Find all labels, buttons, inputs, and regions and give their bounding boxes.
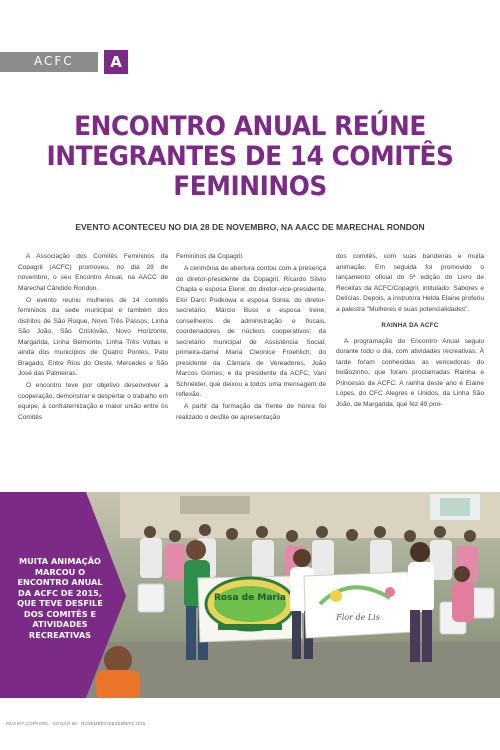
paragraph: A cerimônia de abertura contou com a presença do diretor-presidente da Copagril, Ricardo Sílvio Chapla e esposa Elenir, do diretor-vice-presidente, Elói Darci Podkowa e esposa Sonia; do diretor-secretário, Márcio Buss e esposa Irene; conselheiros de administração e fiscais, coordenadores de núcleos cooperativos; da secretário municipal de Assistência Social, primeira-dama Maria Cleonice Froehlich; do presidente da Câmara de Vereadores, João Marcos Gomes; e da presidente da ACFC, Vani Schneider, que deixou a todos uma mensagem de reflexão. (176, 265, 326, 398)
banner-right-text: Flor de Lis (336, 613, 380, 622)
paragraph: Femininos da Copagril. (176, 253, 244, 260)
paragraph: dos comitês, com suas bandeiras e muita animação. Em seguida foi promovido o lançamento oficial do 5ª edição do Livro de Receitas da ACFC/Copagril, intitulado: Sabores e Delícias. Depois, a instrutora Helda Elaine proferiu a palestra "Mulheres e suas potencialidades". (336, 253, 484, 313)
paragraph: A partir da formação da frente de honra foi realizado o desfile de apresentação (176, 403, 326, 421)
body-column-2 (176, 252, 326, 425)
headline-line-2: INTEGRANTES DE 14 COMITÊS (46, 141, 454, 172)
section-subhead: RAINHA DA ACFC (381, 322, 439, 329)
body-column-1 (18, 252, 168, 425)
banner-left-text: Rosa de Maria (214, 593, 286, 603)
paragraph: A programação do Encontro Anual seguiu durante todo o dia, com atividades recreativas. À tarde foram conhecidas as vencedoras do bolãozinho, que foram proclamadas Rainha e Princesas da ACFC. A rainha deste ano é Elaine Lopes, do CFC Alegres e Unidos, da Linha São João, de Margarida, que fez 49 pon- (336, 337, 484, 408)
body-column-3 (336, 252, 484, 412)
paragraph: O evento reuniu mulheres de 14 comitês femininos da sede municipal e também dos distritos de São Roque, Novo Três Passos, Linha São João, São Cristóvão, Novo Horizonte, Margarida, Linha Belmonte, Linha Três Voltas e ainda dos municípios de Quatro Pontes, Pato Bragado, Entre Rios do Oeste, Mercedes e São José das Palmeiras. (18, 296, 168, 377)
section-badge: A (104, 50, 128, 74)
page-footer: REVISTA COPAGRIL - EDIÇÃO 89 - NOVEMBRO/DEZEMBRO 2015 (6, 721, 146, 726)
paragraph: O encontro teve por objetivo desenvolver a cooperação, demonstrar e despertar o trabalho em equipe, a confraternização e maior união entre os Comitês (18, 382, 168, 421)
paragraph: A Associação dos Comitês Femininos da Copagril (ACFC) promoveu, no dia 28 de novembro, o seu Encontro Anual, na AACC de Marechal Cândido Rondon. (18, 253, 168, 292)
headline-line-3: FEMININOS (173, 171, 327, 202)
section-label: ACFC (34, 54, 74, 68)
photo-caption: MUITA ANIMAÇÃO MARCOU O ENCONTRO ANUAL DA ACFC DE 2015, QUE TEVE DESFILE DOS COMITÊS E ATIVIDADES RECREATIVAS (17, 556, 103, 640)
headline-line-1: ENCONTRO ANUAL REÚNE (74, 111, 426, 142)
article-headline (38, 112, 461, 202)
article-subtitle: EVENTO ACONTECEU NO DIA 28 DE NOVEMBRO, NA AACC DE MARECHAL RONDON (75, 222, 425, 232)
